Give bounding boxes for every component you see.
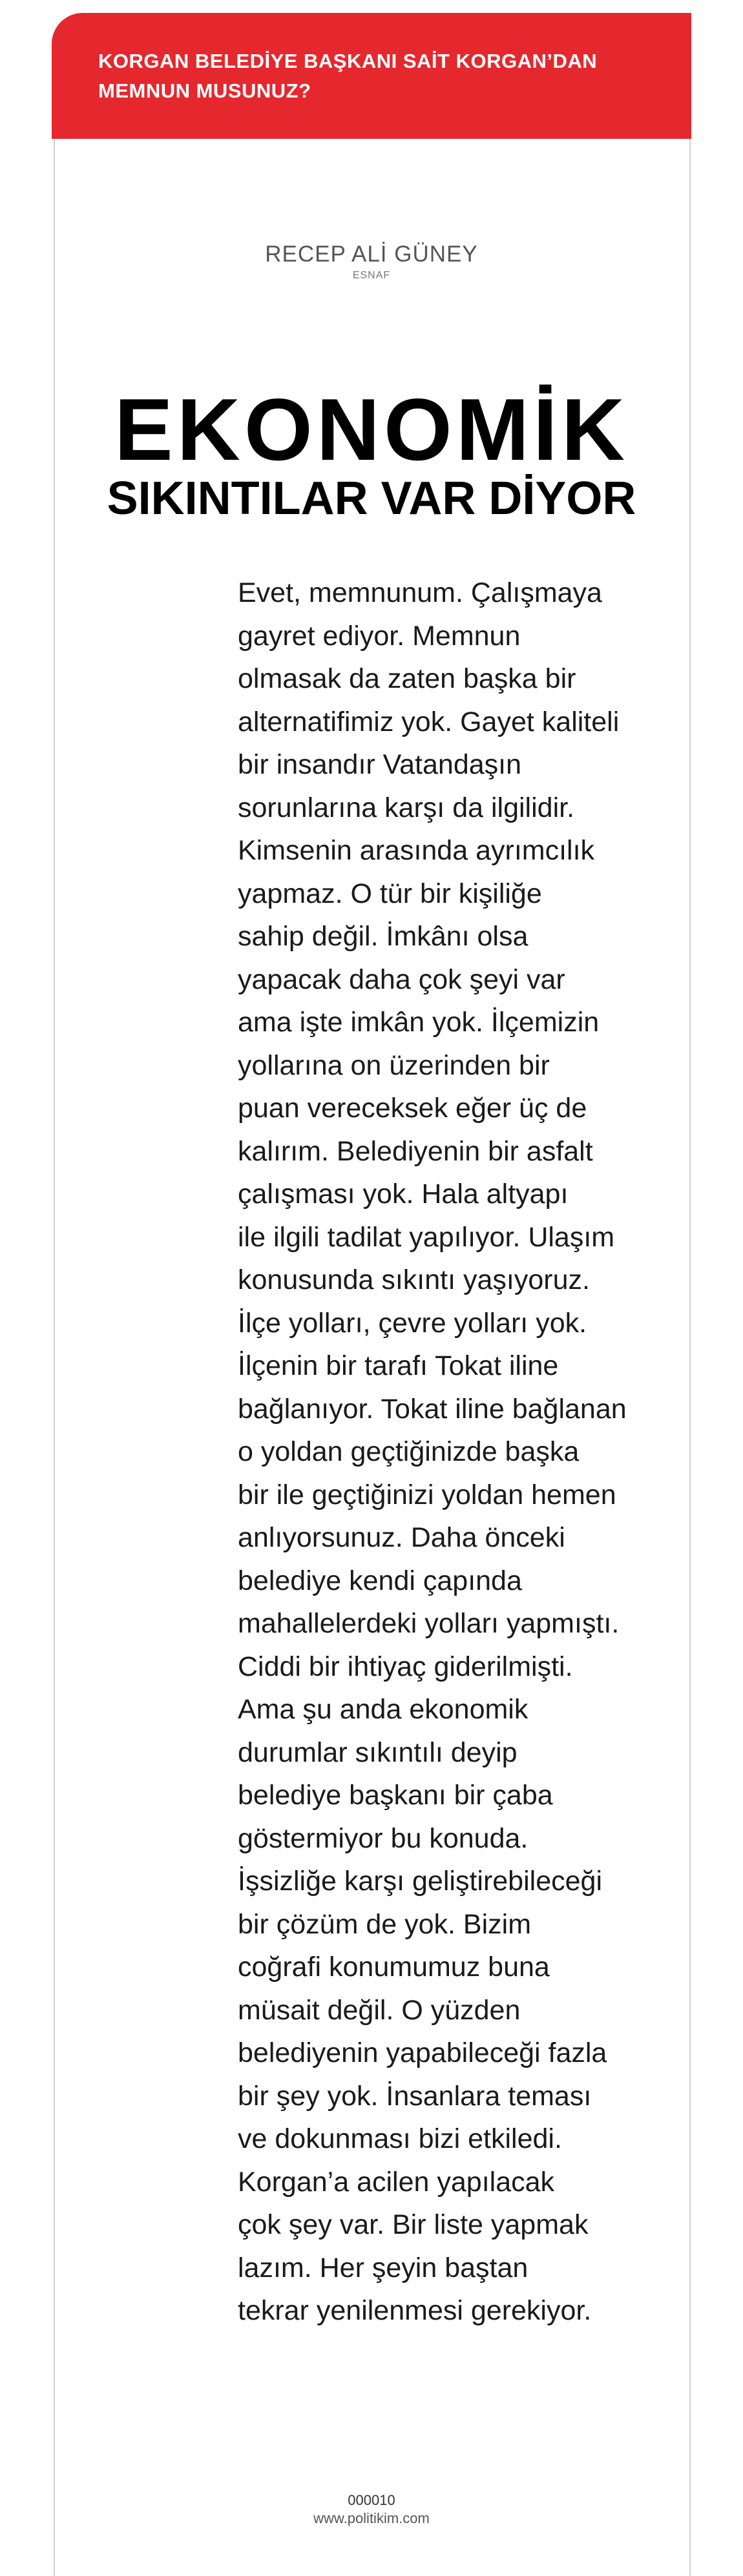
- body-line: mahallelerdeki yolları yapmıştı.: [238, 1608, 620, 1639]
- body-line: tekrar yenilenmesi gerekiyor.: [238, 2295, 592, 2326]
- body-line: çok şey var. Bir liste yapmak: [238, 2209, 589, 2240]
- headline: [0, 380, 743, 526]
- body-line: konusunda sıkıntı yaşıyoruz.: [238, 1264, 590, 1295]
- body-line: puan vereceksek eğer üç de: [238, 1093, 587, 1124]
- headline-main: EKONOMİK: [114, 380, 629, 479]
- body-line: sahip değil. İmkânı olsa: [238, 921, 528, 952]
- body-line: yapmaz. O tür bir kişiliğe: [238, 878, 542, 909]
- body-line: gayret ediyor. Memnun: [238, 620, 521, 652]
- body-line: belediye başkanı bir çaba: [238, 1780, 553, 1811]
- body-line: bir şey yok. İnsanlara teması: [238, 2080, 592, 2112]
- body-line: Ama şu anda ekonomik: [238, 1694, 528, 1725]
- header-banner: [52, 13, 691, 139]
- body-line: İlçenin bir tarafı Tokat iline: [238, 1350, 559, 1381]
- body-line: müsait değil. O yüzden: [238, 1994, 521, 2026]
- body-line: Kimsenin arasında ayrımcılık: [238, 835, 595, 866]
- body-line: olmasak da zaten başka bir: [238, 663, 576, 694]
- body-line: belediye kendi çapında: [238, 1565, 522, 1596]
- respondent-name: RECEP ALİ GÜNEY: [265, 242, 478, 267]
- body-line: ile ilgili tadilat yapılıyor. Ulaşım: [238, 1221, 615, 1253]
- body-line: ama işte imkân yok. İlçemizin: [238, 1007, 600, 1038]
- respondent-role: ESNAF: [352, 270, 391, 281]
- body-line: lazım. Her şeyin baştan: [238, 2252, 528, 2283]
- body-line: yapacak daha çok şeyi var: [238, 963, 565, 995]
- body-line: bir çözüm de yok. Bizim: [238, 1908, 532, 1940]
- body-line: İşsizliğe karşı geliştirebileceği: [238, 1866, 602, 1897]
- body-line: bir insandır Vatandaşın: [238, 749, 522, 780]
- headline-sub: SIKINTILAR VAR DİYOR: [107, 473, 636, 524]
- body-line: çalışması yok. Hala altyapı: [238, 1179, 569, 1210]
- site-url: www.politikim.com: [313, 2510, 430, 2526]
- body-line: sorunlarına karşı da ilgilidir.: [238, 792, 575, 823]
- body-line: durumlar sıkıntılı deyip: [238, 1736, 518, 1768]
- respondent-block: [0, 240, 743, 282]
- body-line: anlıyorsunuz. Daha önceki: [238, 1522, 565, 1553]
- body-line: yollarına on üzerinden bir: [238, 1049, 550, 1081]
- body-line: Ciddi bir ihtiyaç giderilmişti.: [238, 1651, 573, 1682]
- body-line: alternatifimiz yok. Gayet kaliteli: [238, 706, 620, 737]
- body-line: göstermiyor bu konuda.: [238, 1822, 528, 1854]
- page-footer: [0, 2491, 743, 2528]
- body-line: İlçe yolları, çevre yolları yok.: [238, 1307, 587, 1339]
- page-number: 000010: [348, 2492, 395, 2508]
- interview-body: [238, 572, 627, 2333]
- body-line: o yoldan geçtiğinizde başka: [238, 1436, 580, 1467]
- body-line: ve dokunması bizi etkiledi.: [238, 2123, 562, 2154]
- body-line: bir ile geçtiğinizi yoldan hemen: [238, 1479, 616, 1510]
- body-line: bağlanıyor. Tokat iline bağlanan: [238, 1393, 627, 1425]
- survey-question: KORGAN BELEDİYE BAŞKANI SAİT KORGAN’DAN MEMNUN MUSUNUZ?: [98, 50, 598, 102]
- body-line: belediyenin yapabileceği fazla: [238, 2037, 607, 2068]
- body-line: kalırım. Belediyenin bir asfalt: [238, 1135, 593, 1167]
- body-line: Korgan’a acilen yapılacak: [238, 2166, 555, 2198]
- body-line: coğrafi konumumuz buna: [238, 1952, 550, 1983]
- body-line: Evet, memnunum. Çalışmaya: [238, 577, 602, 608]
